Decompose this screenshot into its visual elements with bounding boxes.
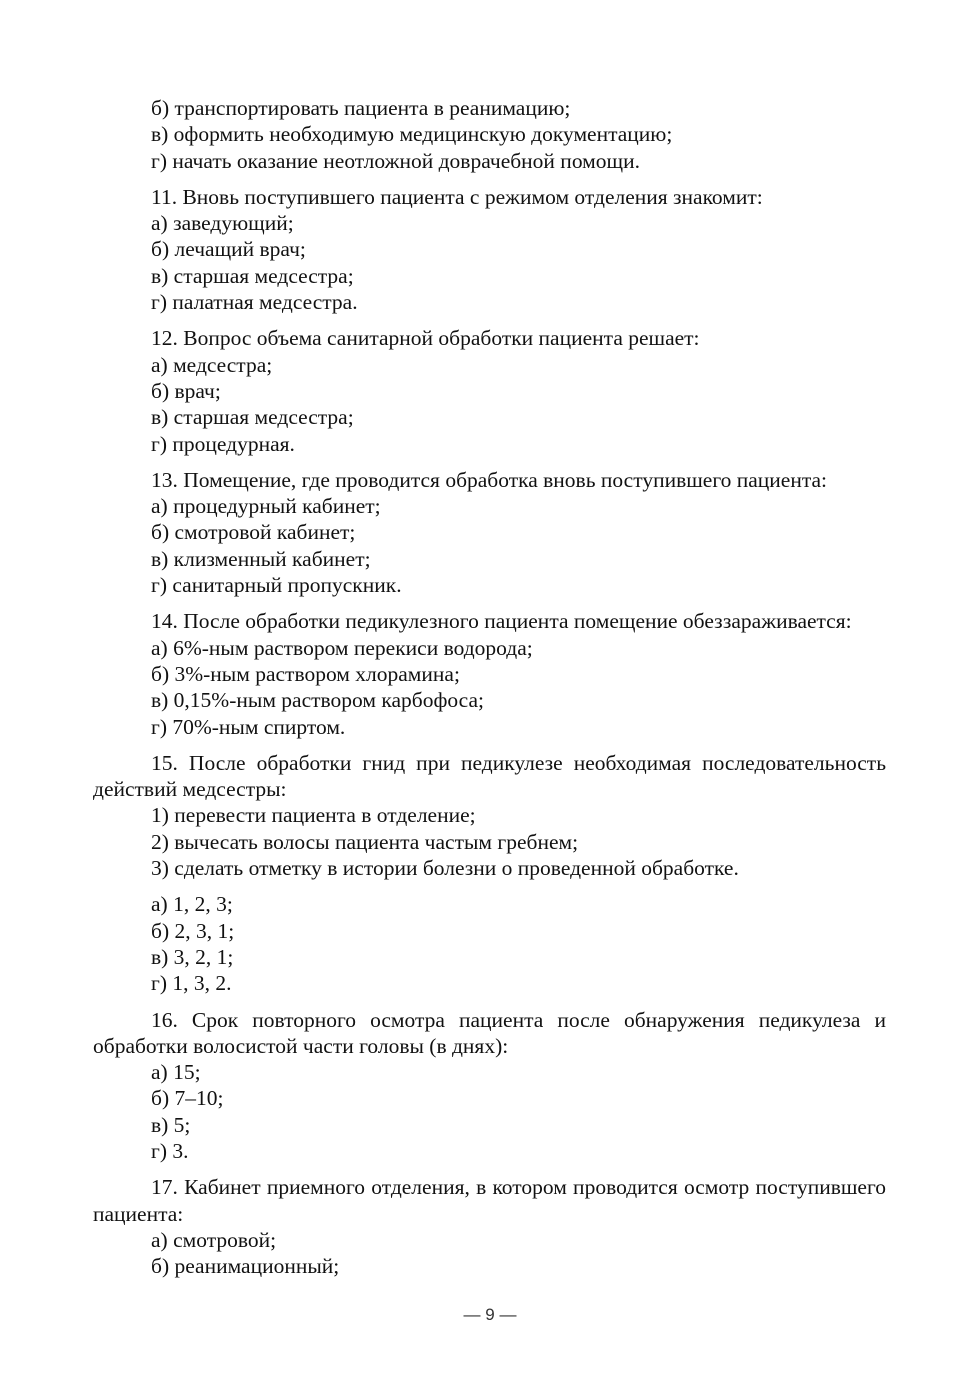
page-body — [93, 95, 886, 1279]
sequence-step: 2) вычесать волосы пациента частым гребнем; — [151, 829, 579, 854]
question-10-continuation — [93, 95, 886, 174]
answer-option: г) процедурная. — [151, 431, 295, 456]
answer-option: а) 1, 2, 3; — [151, 892, 233, 917]
answer-option: а) 6%-ным раствором перекиси водорода; — [151, 635, 533, 660]
question-text: 17. Кабинет приемного отделения, в котором проводится осмотр поступившего пациента: — [93, 1175, 886, 1226]
answer-option: в) старшая медсестра; — [151, 263, 354, 288]
question-text: 14. После обработки педикулезного пациента помещение обеззараживается: — [151, 609, 852, 634]
question-16 — [93, 1007, 886, 1165]
question-text: 13. Помещение, где проводится обработка вновь поступившего пациента: — [151, 467, 828, 492]
sequence-step: 1) перевести пациента в отделение; — [151, 803, 476, 828]
question-11 — [93, 184, 886, 315]
answer-option: б) смотровой кабинет; — [151, 520, 356, 545]
question-text: 11. Вновь поступившего пациента с режимом отделения знакомит: — [151, 184, 763, 209]
answer-option: в) 0,15%-ным раствором карбофоса; — [151, 688, 485, 713]
answer-option: г) палатная медсестра. — [151, 290, 358, 315]
question-12 — [93, 325, 886, 456]
answer-option: г) 3. — [151, 1138, 189, 1163]
answer-option: г) начать оказание неотложной доврачебной помощи. — [151, 148, 640, 173]
question-15 — [93, 750, 886, 997]
answer-option: а) 15; — [151, 1060, 201, 1085]
answer-option: а) медсестра; — [151, 352, 273, 377]
answer-option: в) оформить необходимую медицинскую документацию; — [151, 122, 673, 147]
answer-option: г) санитарный пропускник. — [151, 573, 402, 598]
answer-option: а) процедурный кабинет; — [151, 494, 381, 519]
answer-option: в) старшая медсестра; — [151, 405, 354, 430]
answer-option: б) транспортировать пациента в реанимацию; — [151, 96, 571, 120]
answer-option: а) заведующий; — [151, 211, 294, 236]
answer-option: б) 3%-ным раствором хлорамина; — [151, 661, 460, 686]
question-text: 15. После обработки гнид при педикулезе необходимая последовательность действий медсестры: — [93, 750, 886, 802]
answer-option: б) 2, 3, 1; — [151, 918, 235, 943]
answer-option: г) 70%-ным спиртом. — [151, 714, 346, 739]
page-number: — 9 — — [463, 1305, 517, 1324]
question-13 — [93, 467, 886, 598]
question-14 — [93, 608, 886, 739]
question-17 — [93, 1174, 886, 1279]
answer-option: в) клизменный кабинет; — [151, 546, 371, 571]
sequence-step: 3) сделать отметку в истории болезни о проведенной обработке. — [151, 856, 739, 881]
answer-option: б) врач; — [151, 378, 221, 403]
answer-option: б) 7–10; — [151, 1086, 224, 1111]
answer-option: а) смотровой; — [151, 1227, 277, 1252]
answer-option: б) лечащий врач; — [151, 237, 306, 262]
answer-option: в) 5; — [151, 1112, 191, 1137]
question-text: 12. Вопрос объема санитарной обработки пациента решает: — [151, 326, 700, 351]
answer-option: б) реанимационный; — [151, 1254, 340, 1279]
answer-option: в) 3, 2, 1; — [151, 944, 234, 969]
answer-option: г) 1, 3, 2. — [151, 971, 232, 996]
question-text: 16. Срок повторного осмотра пациента после обнаружения педикулеза и обработки волосистой части головы (в днях): — [93, 1007, 886, 1058]
